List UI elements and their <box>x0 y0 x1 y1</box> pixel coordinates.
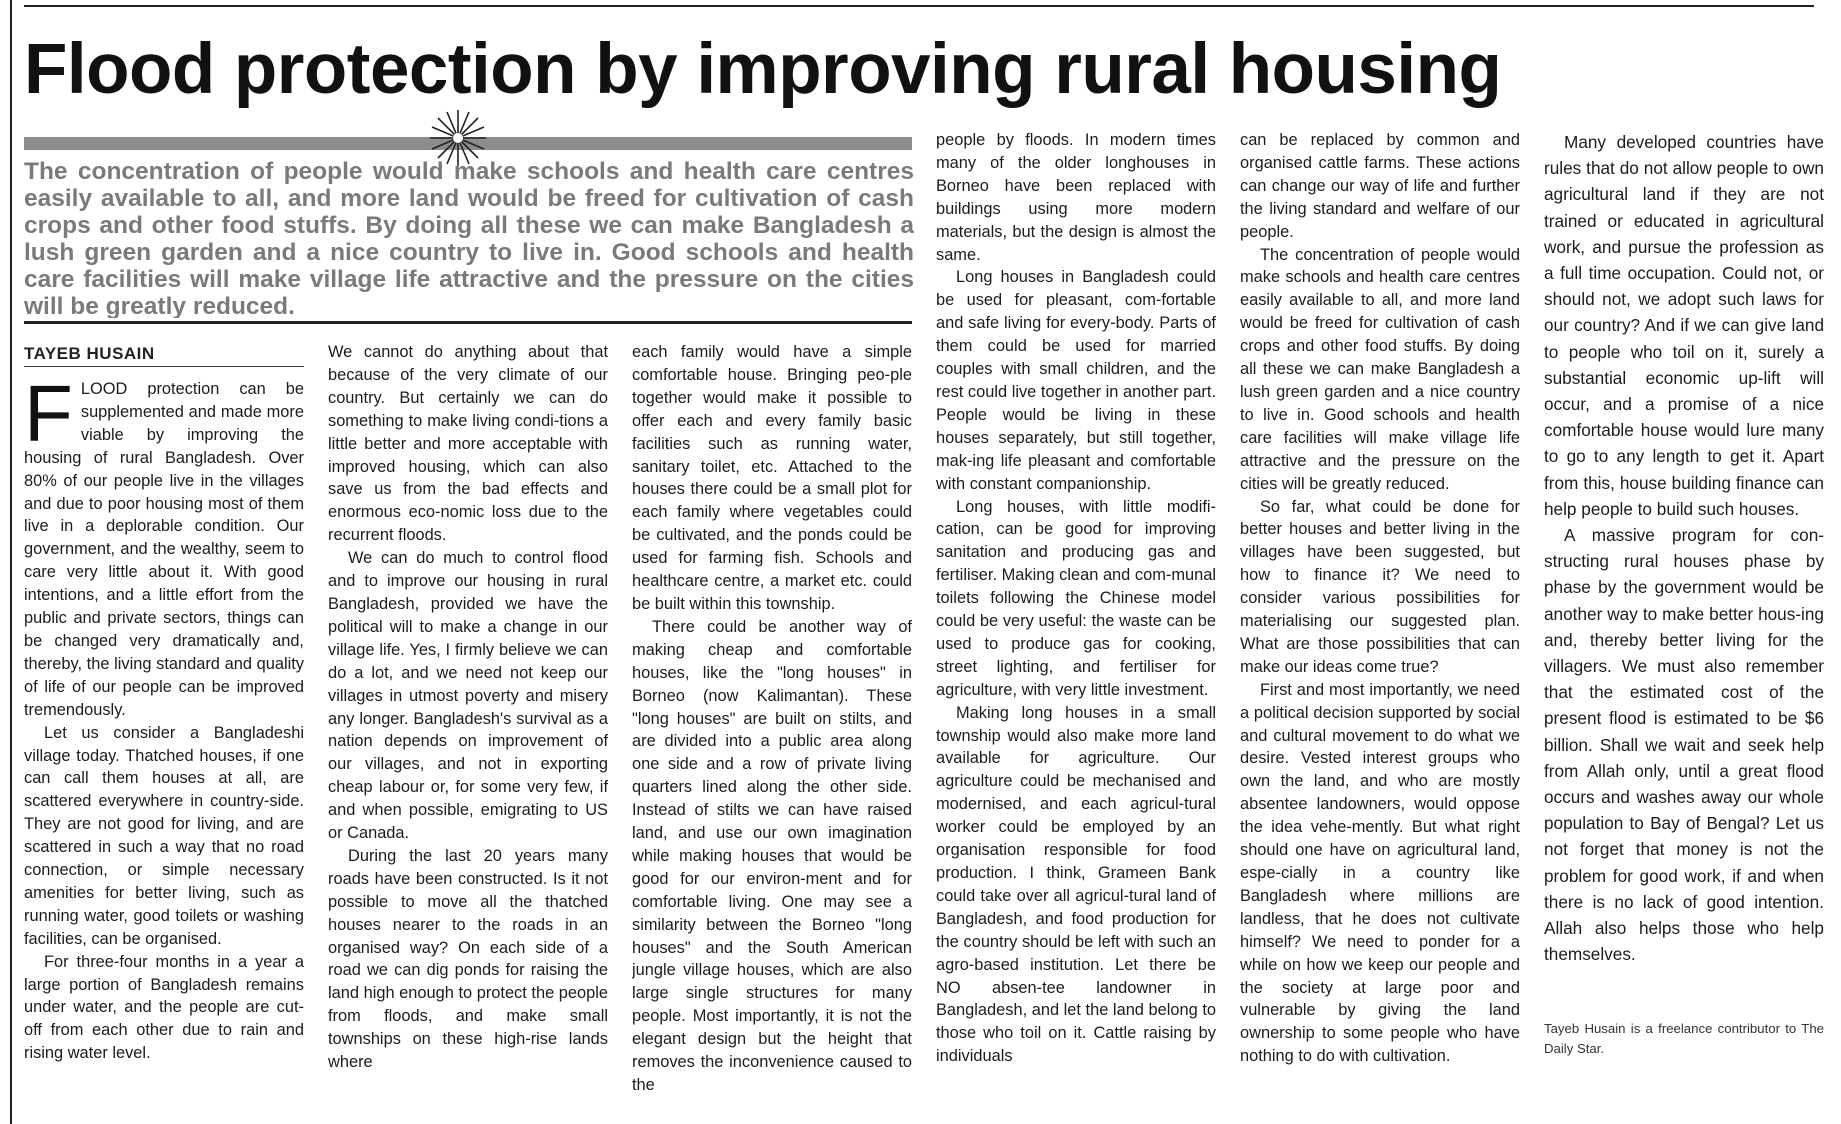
article-column-2 <box>328 341 608 1118</box>
left-border-rule <box>10 0 12 1124</box>
author-credit: Tayeb Husain is a freelance contributor to The Daily Star. <box>1544 1021 1824 1056</box>
paragraph <box>24 378 304 722</box>
paragraph: During the last 20 years many roads have been constructed. Is it not possible to move all the thatched houses nearer to the roads in an organised way? On each side of a road we can dig ponds for raising the land high enough to protect the people from floods, and make small townships on these high-rise lands where <box>328 846 608 1072</box>
headline: Flood protection by improving rural housing <box>24 30 1502 109</box>
article-column-3 <box>632 341 912 1118</box>
deck-summary: The concentration of people would make schools and health care centres easily available to all, and more land would be freed for cultivation of cash crops and other food stuffs. By doing all these we can make Bangladesh a lush green garden and a nice country to live in. Good schools and health care facilities will make village life attractive and the pressure on the cities will be greatly reduced. <box>24 158 914 318</box>
byline: TAYEB HUSAIN <box>24 344 155 363</box>
paragraph-text: LOOD protection can be supplemented and made more viable by improving the housing of rural Bangladesh. Over 80% of our people live in the villages and due to poor housing most of them live in a deplorable condition. Our government, and the wealthy, seem to care very little about it. With good intentions, and a little effort from the public and private sectors, things can be changed very dramatically and, thereby, the living standard and quality of life of our people can be improved tremendously. <box>24 380 304 719</box>
paragraph: For three-four months in a year a large portion of Bangladesh remains under water, and the people are cut-off from each other due to rain and rising water level. <box>24 952 304 1063</box>
paragraph: Making long houses in a small township would also make more land available for agriculture. Our agriculture could be mechanised and modernised, and each agricul-tural worker could be employed by an organisation responsible for food production. I think, Grameen Bank could take over all agricul-tural land of Bangladesh, and food production for the country should be left with such an agro-based institution. Let there be NO absen-tee landowner in Bangladesh, and let the land belong to those who toil on it. Cattle raising by individuals <box>936 703 1216 1066</box>
paragraph: There could be another way of making cheap and comfortable houses, like the "long houses" in Borneo (now Kalimantan). These "long houses" are built on stilts, and are divided into a public area along one side and a row of private living quarters lined along the other side. Instead of stilts we can have raised land, and use our own imagination while making houses that would be good for our environ-ment and for comfortable living. One may see a similarity between the Borneo "long houses" and the South American jungle village houses, which are also large single structures for many people. Most importantly, it is not the elegant design but the height that removes the inconvenience caused to the <box>632 617 912 1094</box>
byline-rule <box>24 366 304 367</box>
paragraph: people by floods. In modern times many of the older longhouses in Borneo have been replaced with buildings using more modern materials, but the design is almost the same. <box>936 131 1216 264</box>
drop-cap: F <box>24 378 73 458</box>
paragraph: The concentration of people would make schools and health care centres easily available to all, and more land would be freed for cultivation of cash crops and other food stuffs. By doing all these we can make Bangladesh a lush green garden and a nice country to live in. Good schools and health care facilities will make village life attractive and the pressure on the cities will be greatly reduced. <box>1240 245 1520 493</box>
top-border-rule <box>24 5 1814 7</box>
article-column-5 <box>1240 129 1520 1119</box>
paragraph: can be replaced by common and organised cattle farms. These actions can change our way of life and further the living standard and welfare of our people. <box>1240 131 1520 241</box>
article-column-4 <box>936 129 1216 1119</box>
article-column-1 <box>24 378 304 1118</box>
deck-bottom-rule <box>24 321 912 324</box>
paragraph: So far, what could be done for better houses and better living in the villages have been suggested, but how to finance it? We need to consider various possibilities for materialising our suggested plan. What are those possibilities that can make our ideas come true? <box>1240 497 1520 676</box>
paragraph: Many developed countries have rules that do not allow people to own agricultural land if they are not trained or educated in agricultural work, and pursue the profession as a full time occupation. Could not, or should not, we adopt such laws for our country? And if we can give land to people who toil on it, surely a substantial economic up-lift will occur, and a promise of a nice comfortable house would lure many to go to any length to get it. Apart from this, house building finance can help people to build such houses. <box>1544 132 1824 519</box>
paragraph: First and most importantly, we need a political decision supported by social and cultural movement to do what we desire. Vested interest groups who own the land, and who are mostly absentee landowners, would oppose the idea vehe-mently. But what right should one have on agricultural land, espe-cially in a country like Bangladesh where millions are landless, that he does not cultivate himself? We need to ponder for a while on how we keep our people and the society at large poor and vulnerable by giving the land ownership to some people who have nothing to do with cultivation. <box>1240 680 1520 1066</box>
paragraph: A massive program for con-structing rural houses phase by phase by the government would be another way to make better hous-ing and, thereby better living for the villagers. We must also remember that the estimated cost of the present flood is estimated to be $6 billion. Shall we wait and seek help from Allah only, until a great flood occurs and washes away our whole population to Bay of Bengal? Let us not forget that money is not the problem for good work, if and when there is no lack of good intention. Allah also helps those who help themselves. <box>1544 525 1824 965</box>
article-column-6 <box>1544 129 1824 1009</box>
paragraph: each family would have a simple comfortable house. Bringing peo-ple together would make it possible to offer each and every family basic facilities such as running water, sanitary toilet, etc. Attached to the houses there could be a small plot for each family where vegetables could be cultivated, and the ponds could be used for farming fish. Schools and healthcare centre, a market etc. could be built within this township. <box>632 343 912 613</box>
paragraph: Long houses in Bangladesh could be used for pleasant, com-fortable and safe living for every-body. Parts of them could be used for married couples with small children, and the rest could live together in another part. People would be living in these houses separately, but still together, mak-ing life pleasant and comfortable with constant companionship. <box>936 268 1216 493</box>
paragraph: We can do much to control flood and to improve our housing in rural Bangladesh, provided we have the political will to make a change in our village life. Yes, I firmly believe we can do a lot, and we need not keep our villages in utmost poverty and misery any longer. Bangladesh's survival as a nation depends on improvement of our villages, and not in exporting cheap labour or, for some very few, if and when possible, emigrating to US or Canada. <box>328 549 608 843</box>
paragraph: Let us consider a Bangladeshi village today. Thatched houses, if one can call them houses at all, are scattered everywhere in country-side. They are not good for living, and are scattered in such a way that no road connection, or simple necessary amenities for better living, such as running water, good toilets or washing facilities, can be organised. <box>24 723 304 948</box>
paragraph: We cannot do anything about that because of the very climate of our country. But certainly we can do something to make living condi-tions a little better and more acceptable with improved housing, which can also save us from the bad effects and enormous eco-nomic loss due to the recurrent floods. <box>328 343 608 545</box>
paragraph: Long houses, with little modifi-cation, can be good for improving sanitation and producing gas and fertiliser. Making clean and com-munal toilets following the Chinese model could be very useful: the waste can be used to produce gas for cooking, street lighting, and fertiliser for agriculture, with very little investment. <box>936 497 1216 699</box>
